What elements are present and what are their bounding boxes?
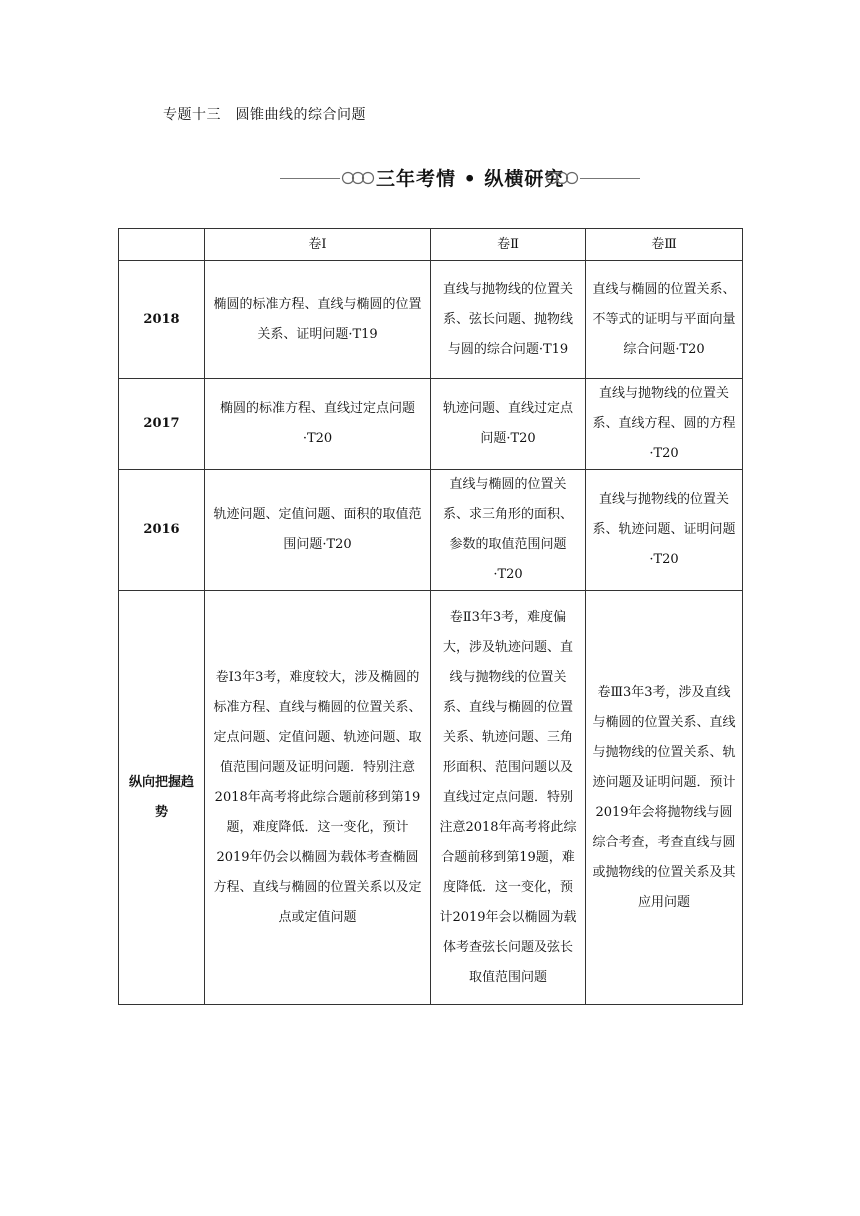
table-row xyxy=(119,379,743,470)
ring-ornament-icon xyxy=(544,170,580,186)
table-cell: 直线与椭圆的位置关系、不等式的证明与平面向量综合问题·T20 xyxy=(586,261,743,379)
banner-line-right xyxy=(580,178,640,179)
trend-cell-paper-1: 卷Ⅰ3年3考，难度较大，涉及椭圆的标准方程、直线与椭圆的位置关系、定点问题、定值问题、轨迹问题、取值范围问题及证明问题．特别注意2018年高考将此综合题前移到第19题，难度降低．这一变化，预计2019年仍会以椭圆为载体考查椭圆方程、直线与椭圆的位置关系以及定点或定值问题 xyxy=(205,591,431,1005)
banner-line-left xyxy=(280,178,340,179)
exam-analysis-table xyxy=(118,228,743,1005)
year-cell: 2018 xyxy=(119,261,205,379)
table-header-row xyxy=(119,229,743,261)
table-row xyxy=(119,470,743,591)
section-banner xyxy=(280,160,640,196)
table-cell: 直线与抛物线的位置关系、直线方程、圆的方程·T20 xyxy=(586,379,743,470)
trend-cell-paper-2: 卷Ⅱ3年3考，难度偏大，涉及轨迹问题、直线与抛物线的位置关系、直线与椭圆的位置关系、轨迹问题、三角形面积、范围问题以及直线过定点问题．特别注意2018年高考将此综合题前移到第19题，难度降低．这一变化，预计2019年会以椭圆为载体考查弦长问题及弦长取值范围问题 xyxy=(431,591,586,1005)
year-cell: 2016 xyxy=(119,470,205,591)
table-cell: 椭圆的标准方程、直线与椭圆的位置关系、证明问题·T19 xyxy=(205,261,431,379)
trend-label-cell: 纵向把握趋势 xyxy=(119,591,205,1005)
table-cell: 轨迹问题、直线过定点问题·T20 xyxy=(431,379,586,470)
table-cell: 轨迹问题、定值问题、面积的取值范围问题·T20 xyxy=(205,470,431,591)
year-cell: 2017 xyxy=(119,379,205,470)
trend-row xyxy=(119,591,743,1005)
banner-title: 三年考情 • 纵横研究 xyxy=(376,168,565,190)
trend-cell-paper-3: 卷Ⅲ3年3考，涉及直线与椭圆的位置关系、直线与抛物线的位置关系、轨迹问题及证明问题．预计2019年会将抛物线与圆综合考查，考查直线与圆或抛物线的位置关系及其应用问题 xyxy=(586,591,743,1005)
topic-title: 专题十三 圆锥曲线的综合问题 xyxy=(163,107,366,123)
table-cell: 直线与抛物线的位置关系、轨迹问题、证明问题·T20 xyxy=(586,470,743,591)
table-cell: 椭圆的标准方程、直线过定点问题·T20 xyxy=(205,379,431,470)
table-cell: 直线与抛物线的位置关系、弦长问题、抛物线与圆的综合问题·T19 xyxy=(431,261,586,379)
header-cell-paper-2: 卷Ⅱ xyxy=(431,229,586,261)
table-row xyxy=(119,261,743,379)
header-cell-paper-1: 卷Ⅰ xyxy=(205,229,431,261)
header-cell-empty xyxy=(119,229,205,261)
header-cell-paper-3: 卷Ⅲ xyxy=(586,229,743,261)
table-cell: 直线与椭圆的位置关系、求三角形的面积、参数的取值范围问题·T20 xyxy=(431,470,586,591)
ring-ornament-icon xyxy=(340,170,376,186)
